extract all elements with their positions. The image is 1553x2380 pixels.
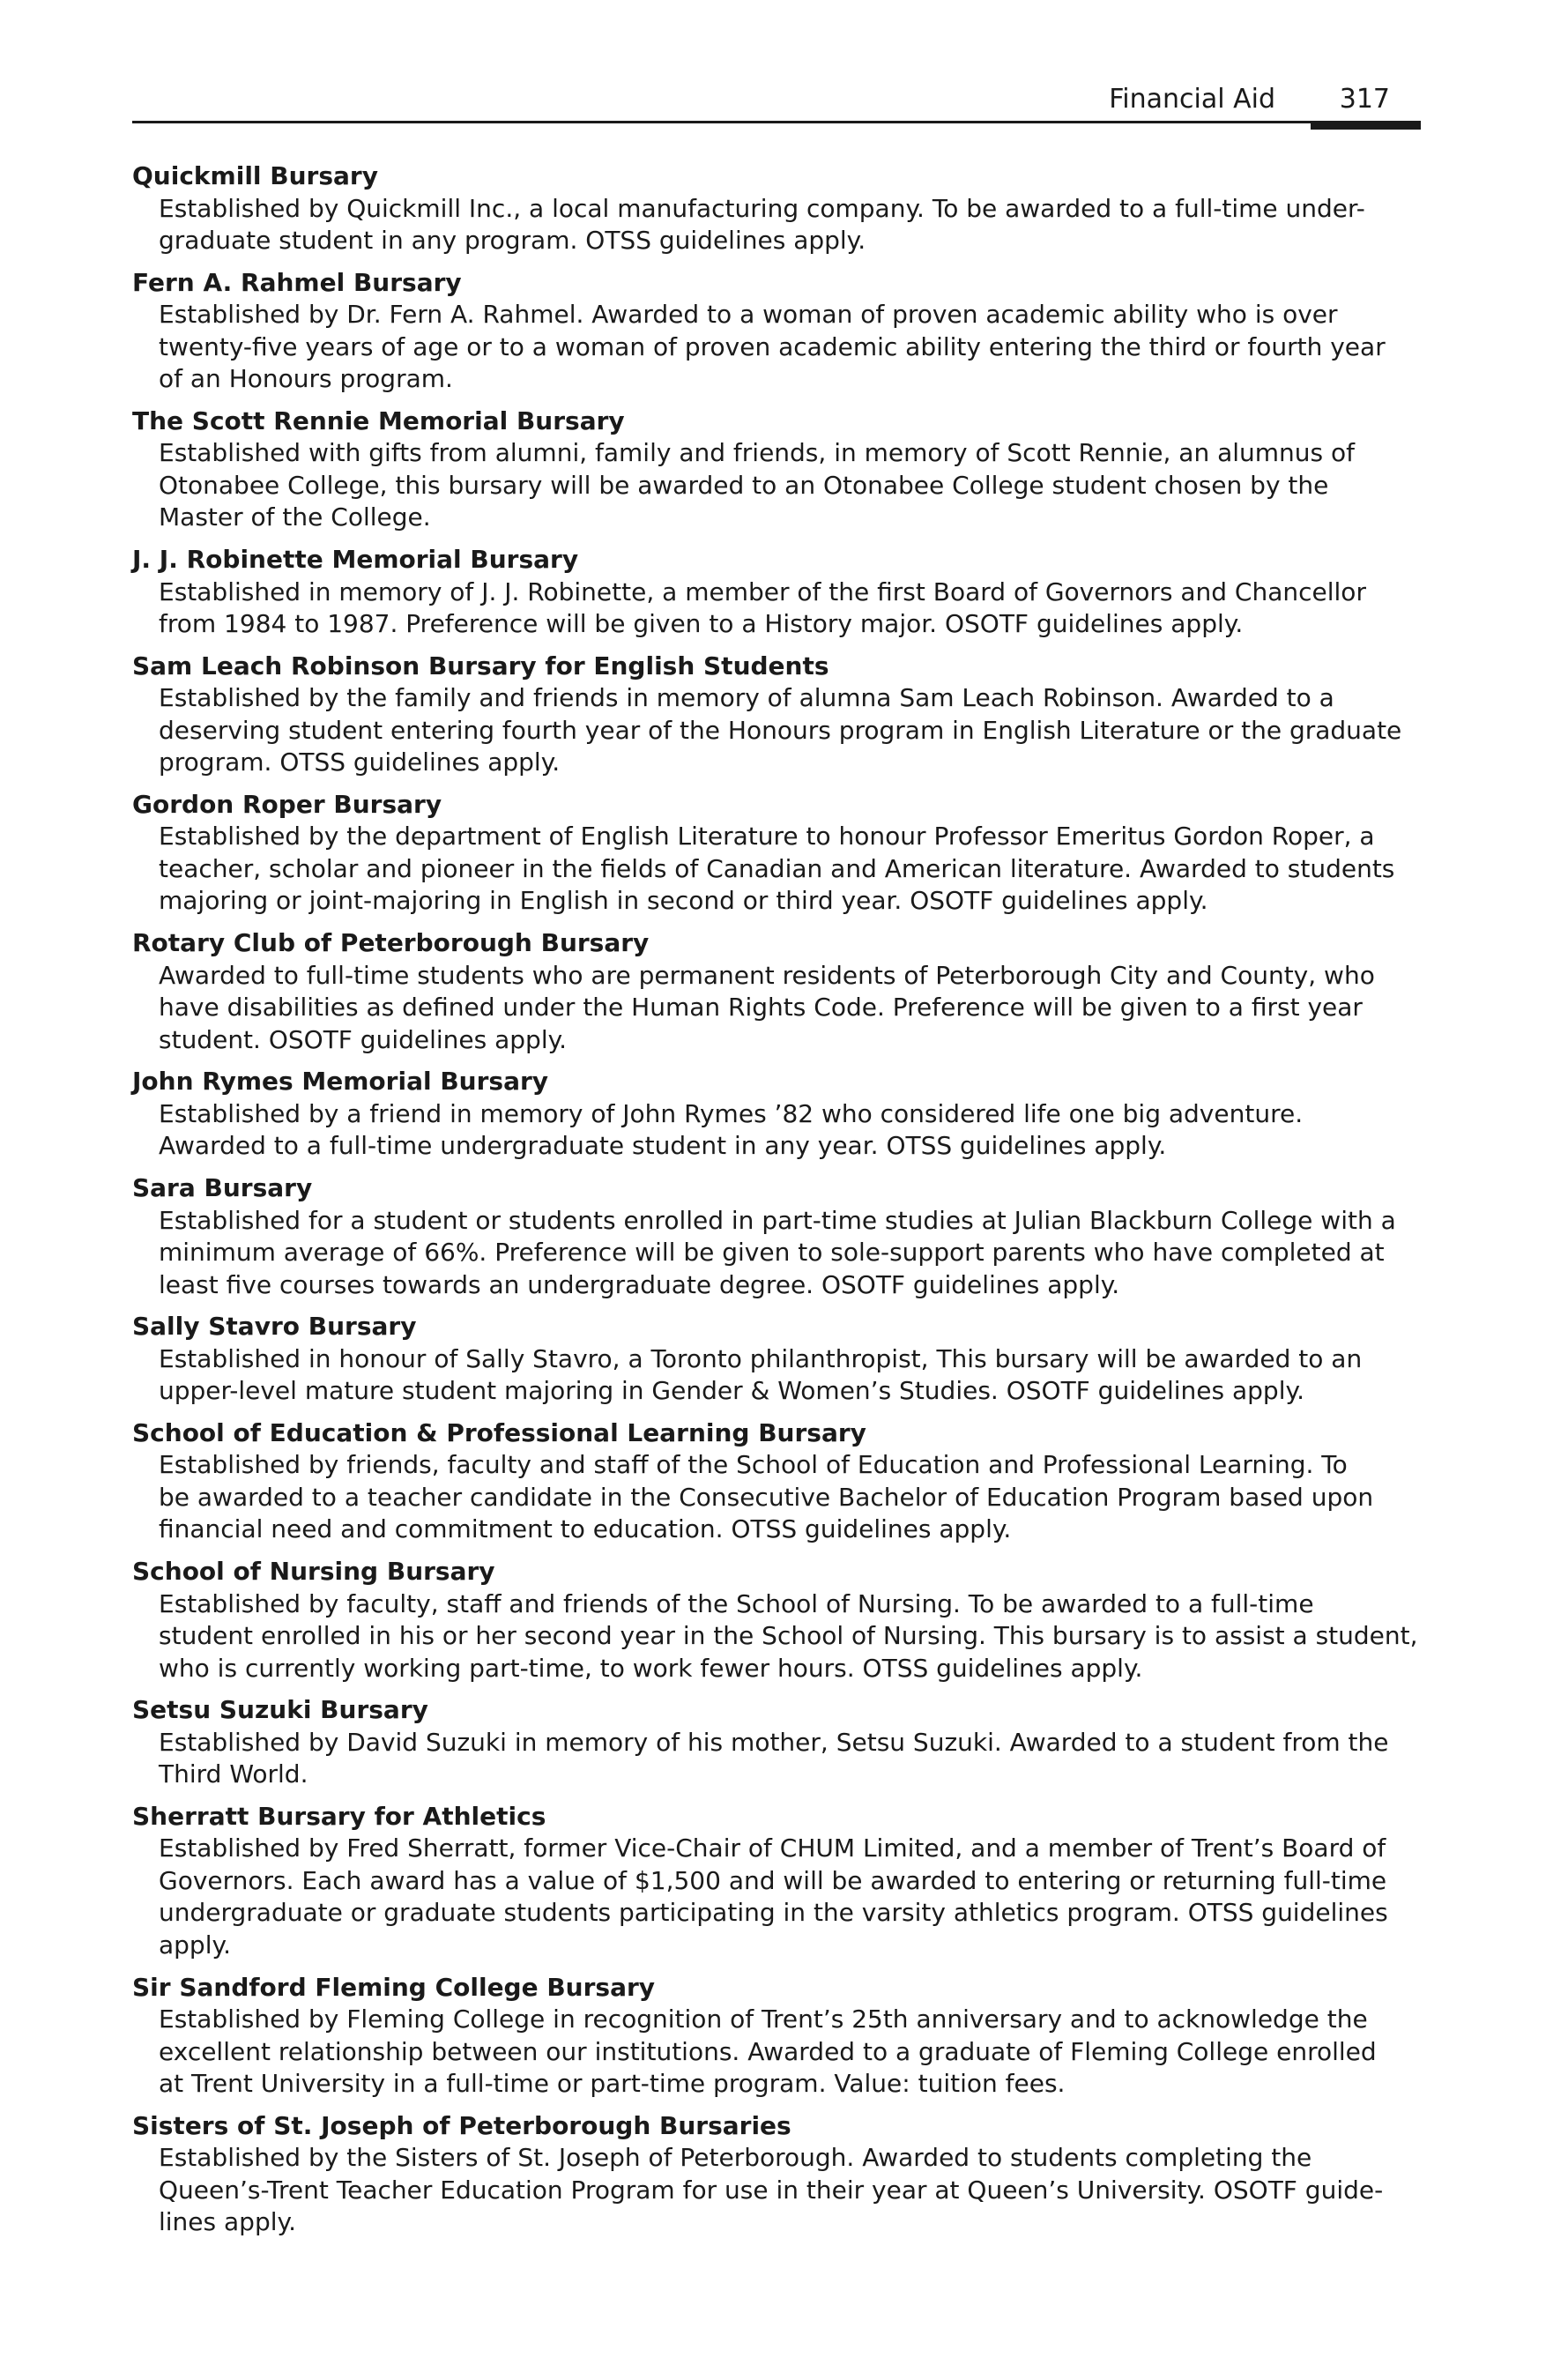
bursary-entry [132,1172,1421,1301]
description-line: undergraduate or graduate students participating in the varsity athletics program. OTSS guidelines [159,1898,1388,1928]
description-line: Master of the College. [159,502,431,532]
description-line: be awarded to a teacher candidate in the Consecutive Bachelor of Education Program based upon [159,1482,1374,1512]
bursary-entry [132,405,1421,534]
bursary-description [159,437,1421,534]
description-line: Established by Fred Sherratt, former Vice-Chair of CHUM Limited, and a member of Trent’s Board of [159,1833,1386,1863]
description-line: Queen’s-Trent Teacher Education Program for use in their year at Queen’s University. OSOTF guide- [159,2175,1384,2205]
bursary-entry [132,2110,1421,2239]
bursary-title: Quickmill Bursary [132,161,378,190]
bursary-entry [132,1311,1421,1408]
section-title: Financial Aid [1109,84,1275,115]
bursary-entry [132,1801,1421,1962]
description-line: Established by the family and friends in memory of alumna Sam Leach Robinson. Awarded to a [159,683,1334,713]
page-number: 317 [1339,84,1390,115]
bursary-entry [132,1556,1421,1685]
description-line: Established by faculty, staff and friends of the School of Nursing. To be awarded to a full-time [159,1588,1314,1618]
bursary-description [159,1205,1421,1302]
bursary-entry [132,160,1421,257]
bursary-title: Sherratt Bursary for Athletics [132,1801,546,1831]
description-line: teacher, scholar and pioneer in the fields of Canadian and American literature. Awarded to students [159,853,1395,883]
description-line: graduate student in any program. OTSS guidelines apply. [159,226,866,255]
bursary-description [159,682,1421,779]
bursary-title: Setsu Suzuki Bursary [132,1695,428,1725]
bursary-title: The Scott Rennie Memorial Bursary [132,405,625,435]
bursary-entry [132,1972,1421,2101]
bursary-description [159,2004,1421,2101]
bursary-title: Rotary Club of Peterborough Bursary [132,928,650,958]
bursary-description [159,1833,1421,1961]
description-line: Established by the department of English Literature to honour Professor Emeritus Gordon Roper, a [159,822,1375,852]
bursary-description [159,1449,1421,1546]
bursary-title: Sir Sandford Fleming College Bursary [132,1972,656,2002]
description-line: student. OSOTF guidelines apply. [159,1024,568,1054]
description-line: Awarded to a full-time undergraduate student in any year. OTSS guidelines apply. [159,1131,1167,1161]
header-page-tab [1311,121,1421,130]
bursary-title: Sara Bursary [132,1173,313,1202]
bursary-entry [132,927,1421,1056]
description-line: excellent relationship between our institutions. Awarded to a graduate of Fleming College enrolled [159,2036,1377,2066]
description-line: Third World. [159,1759,308,1789]
description-line: have disabilities as defined under the Human Rights Code. Preference will be given to a first year [159,993,1363,1023]
description-line: twenty-five years of age or to a woman of proven academic ability entering the third or fourth year [159,331,1386,361]
bursary-entry [132,1417,1421,1546]
bursary-title: School of Education & Professional Learning Bursary [132,1417,866,1447]
description-line: Established with gifts from alumni, family and friends, in memory of Scott Rennie, an alumnus of [159,438,1356,468]
description-line: Established by Dr. Fern A. Rahmel. Awarded to a woman of proven academic ability who is over [159,300,1338,330]
description-line: Established by a friend in memory of John Rymes ’82 who considered life one big adventure. [159,1098,1304,1128]
bursary-entry [132,544,1421,641]
running-header [132,84,1421,128]
description-line: program. OTSS guidelines apply. [159,747,561,777]
header-rule [132,121,1421,123]
bursary-entry [132,1066,1421,1163]
bursary-entry [132,267,1421,396]
description-line: majoring or joint-majoring in English in second or third year. OSOTF guidelines apply. [159,886,1208,916]
bursary-title: Sisters of St. Joseph of Peterborough Bursaries [132,2110,791,2140]
description-line: Established by the Sisters of St. Joseph of Peterborough. Awarded to students completing the [159,2143,1312,2173]
bursary-description [159,299,1421,396]
description-line: of an Honours program. [159,364,453,394]
bursary-description [159,821,1421,918]
description-line: Established by David Suzuki in memory of his mother, Setsu Suzuki. Awarded to a student from the [159,1727,1389,1757]
bursary-title: J. J. Robinette Memorial Bursary [132,545,579,575]
description-line: Established by Quickmill Inc., a local manufacturing company. To be awarded to a full-time under- [159,193,1365,223]
bursary-description [159,1727,1421,1791]
bursary-title: Fern A. Rahmel Bursary [132,267,462,297]
bursary-description [159,2142,1421,2239]
description-line: Governors. Each award has a value of $1,500 and will be awarded to entering or returning full-time [159,1865,1387,1895]
description-line: minimum average of 66%. Preference will be given to sole-support parents who have completed at [159,1238,1385,1267]
description-line: deserving student entering fourth year of the Honours program in English Literature or the graduate [159,715,1402,745]
description-line: Established in memory of J. J. Robinette, a member of the first Board of Governors and Chancellor [159,576,1366,606]
bursary-entry [132,789,1421,918]
description-line: Established for a student or students enrolled in part-time studies at Julian Blackburn College with a [159,1205,1396,1235]
bursary-title: Gordon Roper Bursary [132,789,442,819]
bursary-description [159,576,1421,641]
description-line: Established by friends, faculty and staff of the School of Education and Professional Learning. To [159,1450,1348,1480]
bursary-description [159,960,1421,1057]
description-line: financial need and commitment to education. OTSS guidelines apply. [159,1514,1012,1544]
description-line: from 1984 to 1987. Preference will be given to a History major. OSOTF guidelines apply. [159,609,1244,639]
bursary-title: John Rymes Memorial Bursary [132,1067,549,1097]
bursary-description [159,1098,1421,1163]
description-line: at Trent University in a full-time or part-time program. Value: tuition fees. [159,2069,1066,2099]
description-line: who is currently working part-time, to work fewer hours. OTSS guidelines apply. [159,1653,1143,1683]
description-line: upper-level mature student majoring in Gender & Women’s Studies. OSOTF guidelines apply. [159,1376,1304,1406]
description-line: apply. [159,1930,231,1960]
bursary-entry [132,1694,1421,1791]
description-line: student enrolled in his or her second year in the School of Nursing. This bursary is to assist a student, [159,1621,1418,1651]
bursary-title: Sam Leach Robinson Bursary for English Students [132,651,829,681]
description-line: Established in honour of Sally Stavro, a Toronto philanthropist, This bursary will be awarded to an [159,1343,1363,1373]
bursary-entry [132,651,1421,779]
description-line: Established by Fleming College in recognition of Trent’s 25th anniversary and to acknowledge the [159,2004,1368,2034]
bursary-description [159,1343,1421,1408]
description-line: lines apply. [159,2207,296,2237]
description-line: Otonabee College, this bursary will be awarded to an Otonabee College student chosen by the [159,470,1329,500]
description-line: Awarded to full-time students who are permanent residents of Peterborough City and County, who [159,960,1375,990]
bursary-title: Sally Stavro Bursary [132,1312,417,1342]
description-line: least five courses towards an undergraduate degree. OSOTF guidelines apply. [159,1269,1120,1299]
bursary-list [132,160,1421,2249]
bursary-title: School of Nursing Bursary [132,1557,495,1587]
bursary-description [159,193,1421,257]
bursary-description [159,1588,1421,1685]
